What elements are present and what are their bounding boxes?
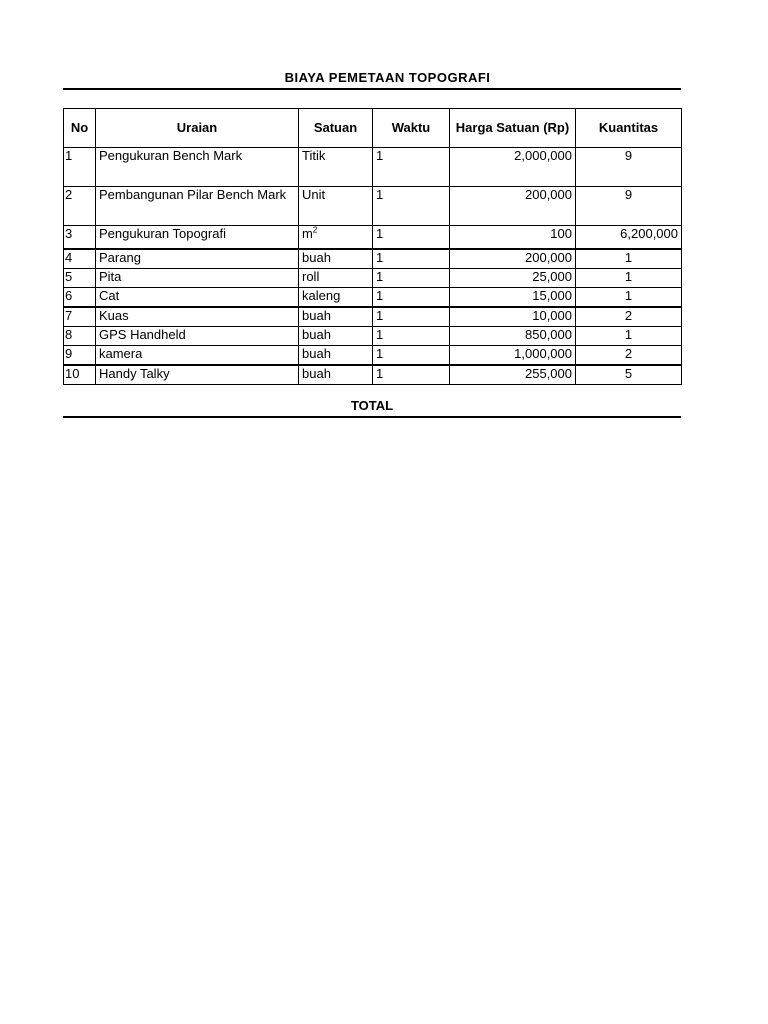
- table-row: [64, 148, 682, 187]
- cell-uraian: Cat: [96, 288, 299, 308]
- cell-uraian: kamera: [96, 346, 299, 366]
- table-row: [64, 346, 682, 366]
- header-uraian: Uraian: [96, 109, 299, 148]
- cell-no: 4: [64, 249, 96, 269]
- header-satuan: Satuan: [299, 109, 373, 148]
- cell-kuantitas: 1: [576, 327, 682, 346]
- cell-kuantitas: 9: [576, 187, 682, 226]
- cell-harga: 15,000: [450, 288, 576, 308]
- title-divider: [63, 88, 681, 90]
- cell-satuan: kaleng: [299, 288, 373, 308]
- cell-waktu: 1: [373, 307, 450, 327]
- cell-harga: 1,000,000: [450, 346, 576, 366]
- table-row: [64, 288, 682, 308]
- cell-satuan: roll: [299, 269, 373, 288]
- cell-uraian: GPS Handheld: [96, 327, 299, 346]
- cell-kuantitas: 9: [576, 148, 682, 187]
- cell-satuan: buah: [299, 249, 373, 269]
- cell-waktu: 1: [373, 249, 450, 269]
- cell-satuan: buah: [299, 365, 373, 385]
- cell-no: 9: [64, 346, 96, 366]
- cell-kuantitas: 1: [576, 288, 682, 308]
- cell-kuantitas: 1: [576, 249, 682, 269]
- cost-table: [63, 108, 682, 385]
- cell-harga: 850,000: [450, 327, 576, 346]
- total-label: TOTAL: [350, 398, 394, 413]
- cell-uraian: Pengukuran Topografi: [96, 226, 299, 250]
- cell-kuantitas: 1: [576, 269, 682, 288]
- header-waktu: Waktu: [373, 109, 450, 148]
- page-title: BIAYA PEMETAAN TOPOGRAFI: [284, 70, 491, 85]
- cell-harga: 10,000: [450, 307, 576, 327]
- cell-no: 2: [64, 187, 96, 226]
- cell-waktu: 1: [373, 327, 450, 346]
- cell-waktu: 1: [373, 288, 450, 308]
- cell-kuantitas: 5: [576, 365, 682, 385]
- cell-no: 1: [64, 148, 96, 187]
- cell-harga: 200,000: [450, 249, 576, 269]
- cell-no: 6: [64, 288, 96, 308]
- unit-superscript: 2: [312, 225, 318, 235]
- cell-satuan: [299, 226, 373, 250]
- unit-text: m: [302, 226, 313, 241]
- table-row: [64, 327, 682, 346]
- cell-satuan: buah: [299, 307, 373, 327]
- cell-uraian: Handy Talky: [96, 365, 299, 385]
- cell-uraian: Parang: [96, 249, 299, 269]
- cell-kuantitas: 2: [576, 346, 682, 366]
- header-kuantitas: Kuantitas: [576, 109, 682, 148]
- cell-no: 7: [64, 307, 96, 327]
- table-row: [64, 307, 682, 327]
- cell-no: 10: [64, 365, 96, 385]
- cell-harga: 2,000,000: [450, 148, 576, 187]
- cell-harga: 100: [450, 226, 576, 250]
- cell-uraian: Kuas: [96, 307, 299, 327]
- cell-satuan: Unit: [299, 187, 373, 226]
- cell-satuan: Titik: [299, 148, 373, 187]
- cell-kuantitas: 6,200,000: [576, 226, 682, 250]
- cell-kuantitas: 2: [576, 307, 682, 327]
- header-no: No: [64, 109, 96, 148]
- table-row: [64, 226, 682, 250]
- cell-waktu: 1: [373, 365, 450, 385]
- cell-satuan: buah: [299, 346, 373, 366]
- cell-harga: 25,000: [450, 269, 576, 288]
- table-row: [64, 249, 682, 269]
- cell-uraian: Pengukuran Bench Mark: [96, 148, 299, 187]
- cell-no: 3: [64, 226, 96, 250]
- cell-uraian: Pembangunan Pilar Bench Mark: [96, 187, 299, 226]
- table-row: [64, 365, 682, 385]
- cell-harga: 200,000: [450, 187, 576, 226]
- table-row: [64, 269, 682, 288]
- cell-no: 8: [64, 327, 96, 346]
- cell-satuan: buah: [299, 327, 373, 346]
- table-row: [64, 187, 682, 226]
- cell-uraian: Pita: [96, 269, 299, 288]
- cell-waktu: 1: [373, 226, 450, 250]
- cell-harga: 255,000: [450, 365, 576, 385]
- cell-waktu: 1: [373, 346, 450, 366]
- cell-waktu: 1: [373, 148, 450, 187]
- cell-waktu: 1: [373, 187, 450, 226]
- table-header-row: [64, 109, 682, 148]
- cell-waktu: 1: [373, 269, 450, 288]
- cell-no: 5: [64, 269, 96, 288]
- header-harga-satuan: Harga Satuan (Rp): [450, 109, 576, 148]
- total-row: [63, 397, 681, 418]
